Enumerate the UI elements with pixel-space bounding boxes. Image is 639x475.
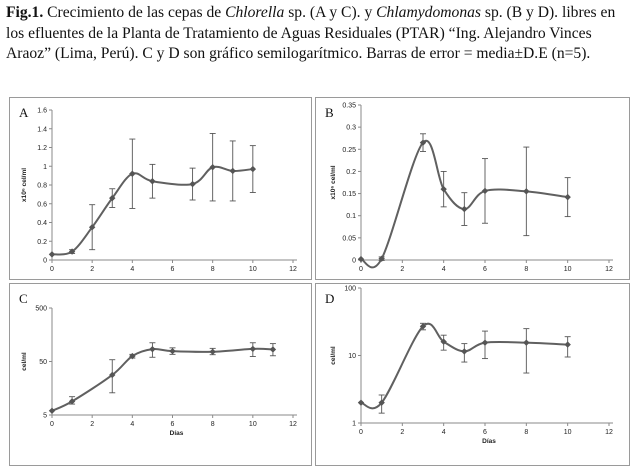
figure-label: Fig.1. xyxy=(6,4,44,21)
y-tick-label: 500 xyxy=(35,305,47,313)
y-tick-label: 1.4 xyxy=(37,126,47,134)
panel-a xyxy=(10,98,312,280)
x-tick-label: 12 xyxy=(289,421,297,428)
caption-text: Crecimiento de las cepas de xyxy=(43,4,226,21)
panel-letter: D xyxy=(325,291,335,306)
x-tick-label: 4 xyxy=(130,266,135,273)
figure-caption xyxy=(6,3,634,65)
y-tick-label: 0.25 xyxy=(342,146,356,154)
y-tick-label: 50 xyxy=(39,359,47,366)
panel-letter: A xyxy=(19,105,29,120)
x-tick-label: 8 xyxy=(524,266,529,273)
x-tick-label: 0 xyxy=(359,266,363,273)
panel-frame xyxy=(316,284,630,466)
y-tick-label: 0.6 xyxy=(37,201,47,209)
x-tick-label: 8 xyxy=(524,429,529,436)
y-tick-label: 0.35 xyxy=(342,102,356,110)
panel-b xyxy=(316,98,630,280)
species-chlorella: Chlorella xyxy=(225,4,285,21)
x-tick-label: 2 xyxy=(90,266,95,273)
panel-letter: C xyxy=(19,291,28,306)
y-tick-label: 1 xyxy=(352,420,356,428)
y-tick-label: 0.3 xyxy=(346,124,356,132)
panel-frame xyxy=(10,98,312,280)
x-tick-label: 0 xyxy=(50,266,54,273)
panel-frame xyxy=(10,284,312,466)
x-tick-label: 6 xyxy=(170,421,175,428)
x-tick-label: 2 xyxy=(400,429,405,436)
x-tick-label: 2 xyxy=(90,421,95,428)
x-tick-label: 6 xyxy=(483,429,487,436)
y-axis-label: x10⁶ cel/ml xyxy=(330,165,337,200)
x-tick-label: 12 xyxy=(605,429,613,436)
y-tick-label: 1.2 xyxy=(37,145,47,152)
y-tick-label: 5 xyxy=(43,412,47,420)
x-tick-label: 0 xyxy=(359,429,363,436)
y-tick-label: 0 xyxy=(352,257,356,265)
x-axis-label: Días xyxy=(169,430,184,437)
x-tick-label: 12 xyxy=(605,266,613,273)
panel-letter: B xyxy=(325,105,334,120)
y-tick-label: 1.6 xyxy=(37,107,47,115)
x-tick-label: 0 xyxy=(50,421,54,428)
y-tick-label: 0.2 xyxy=(37,238,47,246)
y-tick-label: 0.15 xyxy=(342,191,356,199)
y-tick-label: 100 xyxy=(344,285,356,293)
species-chlamydomonas: Chlamydomonas xyxy=(376,4,481,21)
x-tick-label: 8 xyxy=(210,421,215,428)
x-tick-label: 4 xyxy=(441,266,446,273)
x-tick-label: 6 xyxy=(483,266,487,273)
y-axis-label: x10⁶ cel/ml xyxy=(21,167,28,203)
y-tick-label: 0.8 xyxy=(37,182,47,190)
x-tick-label: 4 xyxy=(441,429,446,436)
y-tick-label: 0.2 xyxy=(346,168,356,176)
y-tick-label: 0.1 xyxy=(346,213,356,221)
x-tick-label: 10 xyxy=(563,429,572,436)
x-tick-label: 10 xyxy=(563,266,572,273)
x-tick-label: 2 xyxy=(400,266,405,273)
x-axis-label: Días xyxy=(482,438,496,445)
y-tick-label: 1 xyxy=(43,163,47,171)
x-tick-label: 10 xyxy=(248,266,257,273)
x-tick-label: 4 xyxy=(130,421,135,428)
y-tick-label: 0.4 xyxy=(37,220,47,227)
caption-text: sp. (B y D). libres en los efluentes de la Planta de Tratamiento de Aguas Residuales (PTAR) “Ing. Alejandro Vinces Araoz” (Lima, Perú). C y D son gráfico semilogarítmico. Barras de error = media±D.E (n=5). xyxy=(6,4,616,62)
panel-frame xyxy=(316,98,630,280)
x-tick-label: 6 xyxy=(170,266,175,273)
panel-d xyxy=(316,284,630,466)
y-tick-label: 0 xyxy=(43,257,47,265)
x-tick-label: 12 xyxy=(289,266,297,273)
y-tick-label: 10 xyxy=(348,353,356,360)
x-tick-label: 10 xyxy=(248,421,257,428)
y-tick-label: 0.05 xyxy=(342,235,356,243)
growth-figure xyxy=(9,97,631,466)
caption-text: sp. (A y C). y xyxy=(284,4,377,21)
y-axis-label: cel/ml xyxy=(330,346,337,365)
x-tick-label: 8 xyxy=(210,266,215,273)
y-axis-label: cel/ml xyxy=(21,352,28,371)
panel-c xyxy=(10,284,312,466)
